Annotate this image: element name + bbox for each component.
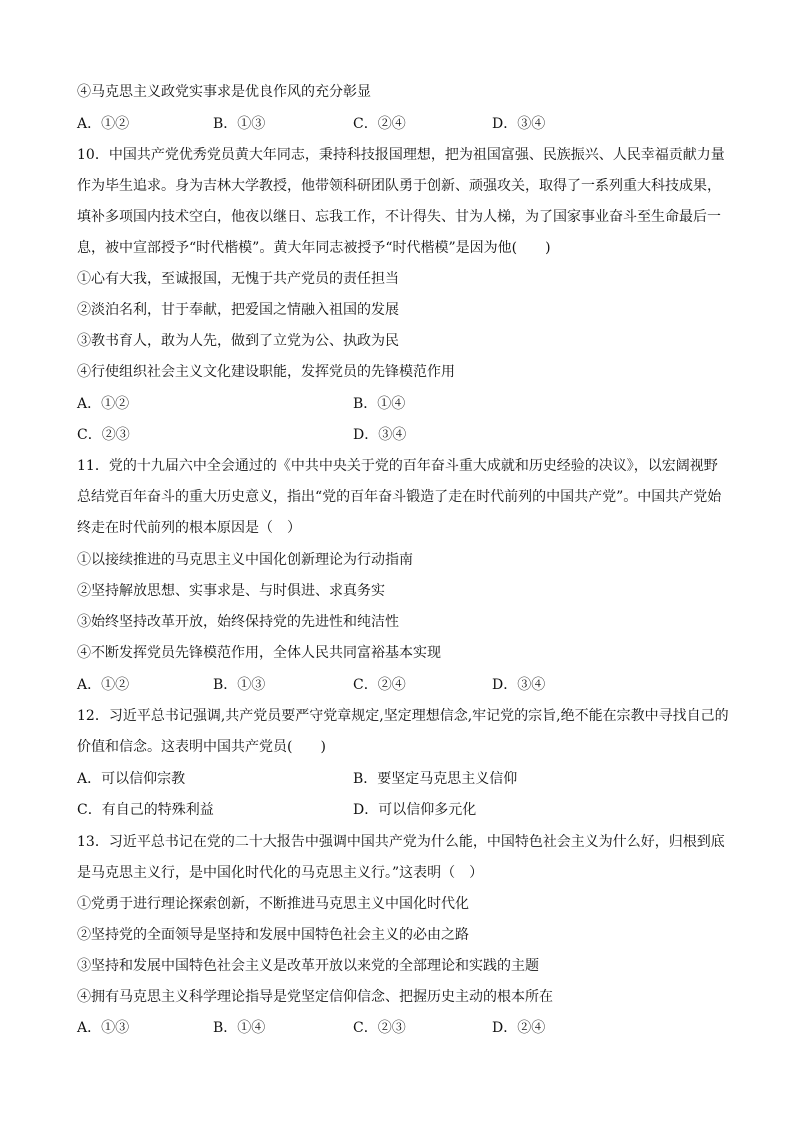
q9-answer-b: B．①③ [213,116,266,132]
q13-answer-a: A．①③ [77,1020,130,1036]
q10-answer-c: C．②③ [77,427,130,443]
q10-stem-line-3: 填补多项国内技术空白，他夜以继日、忘我工作，不计得失、甘为人梯，为了国家事业奋斗至生命最后一 [77,209,721,225]
q10-stem-line-1: 10．中国共产党优秀党员黄大年同志，秉持科技报国理想，把为祖国富强、民族振兴、人民幸福贡献力量 [77,147,725,163]
q10-stem-line-2: 作为毕生追求。身为吉林大学教授，他带领科研团队勇于创新、顽强攻关，取得了一系列重大科技成果， [77,178,721,194]
q12-stem-line-1: 12．习近平总书记强调,共产党员要严守党章规定,坚定理想信念,牢记党的宗旨,绝不能在宗教中寻找自己的 [77,708,729,724]
q12-answer-c: C．有自己的特殊利益 [77,802,214,818]
q13-answer-d: D．②④ [492,1020,546,1036]
q9-answer-d: D．③④ [492,116,546,132]
q10-option-4: ④行使组织社会主义文化建设职能，发挥党员的先锋模范作用 [77,364,455,380]
q10-option-2: ②淡泊名利，甘于奉献，把爱国之情融入祖国的发展 [77,302,399,318]
q9-answer-c: C．②④ [353,116,406,132]
q11-option-3: ③始终坚持改革开放，始终保持党的先进性和纯洁性 [77,614,399,630]
q12-answer-a: A．可以信仰宗教 [77,771,186,787]
q13-option-4: ④拥有马克思主义科学理论指导是党坚定信仰信念、把握历史主动的根本所在 [77,989,553,1005]
q11-answer-a: A．①② [77,677,130,693]
q12-answer-b: B．要坚定马克思主义信仰 [353,771,518,787]
q10-option-1: ①心有大我，至诚报国，无愧于共产党员的责任担当 [77,271,399,287]
q10-answer-b: B．①④ [353,396,406,412]
q11-option-2: ②坚持解放思想、实事求是、与时俱进、求真务实 [77,583,385,599]
q11-stem-line-3: 终走在时代前列的根本原因是（ ） [77,520,301,536]
q9-option-4: ④马克思主义政党实事求是优良作风的充分彰显 [77,84,371,100]
q10-stem-line-4: 息，被中宣部授予“时代楷模”。黄大年同志被授予“时代楷模”是因为他( ) [77,240,551,256]
q11-answer-c: C．②④ [353,677,406,693]
q10-option-3: ③教书育人，敢为人先，做到了立党为公、执政为民 [77,333,399,349]
q11-option-4: ④不断发挥党员先锋模范作用，全体人民共同富裕基本实现 [77,645,441,661]
q11-answer-b: B．①③ [213,677,266,693]
q13-answer-b: B．①④ [213,1020,266,1036]
q13-option-2: ②坚持党的全面领导是坚持和发展中国特色社会主义的必由之路 [77,927,469,943]
q13-stem-line-1: 13．习近平总书记在党的二十大报告中强调中国共产党为什么能，中国特色社会主义为什么好，归根到底 [77,834,725,850]
q11-stem-line-1: 11．党的十九届六中全会通过的《中共中央关于党的百年奋斗重大成就和历史经验的决议》，以宏阔视野 [77,458,718,474]
q11-option-1: ①以接续推进的马克思主义中国化创新理论为行动指南 [77,552,413,568]
q11-answer-d: D．③④ [492,677,546,693]
q13-option-3: ③坚持和发展中国特色社会主义是改革开放以来党的全部理论和实践的主题 [77,958,539,974]
q10-answer-a: A．①② [77,396,130,412]
q12-stem-line-2: 价值和信念。这表明中国共产党员( ) [77,739,326,755]
q12-answer-d: D．可以信仰多元化 [353,802,477,818]
q9-answer-a: A．①② [77,116,130,132]
q13-stem-line-2: 是马克思主义行，是中国化时代化的马克思主义行。”这表明（ ） [77,865,484,881]
q13-answer-c: C．②③ [353,1020,406,1036]
q10-answer-d: D．③④ [353,427,407,443]
q13-option-1: ①党勇于进行理论探索创新，不断推进马克思主义中国化时代化 [77,896,469,912]
q11-stem-line-2: 总结党百年奋斗的重大历史意义，指出“党的百年奋斗锻造了走在时代前列的中国共产党”。中国共产党始 [77,489,722,505]
